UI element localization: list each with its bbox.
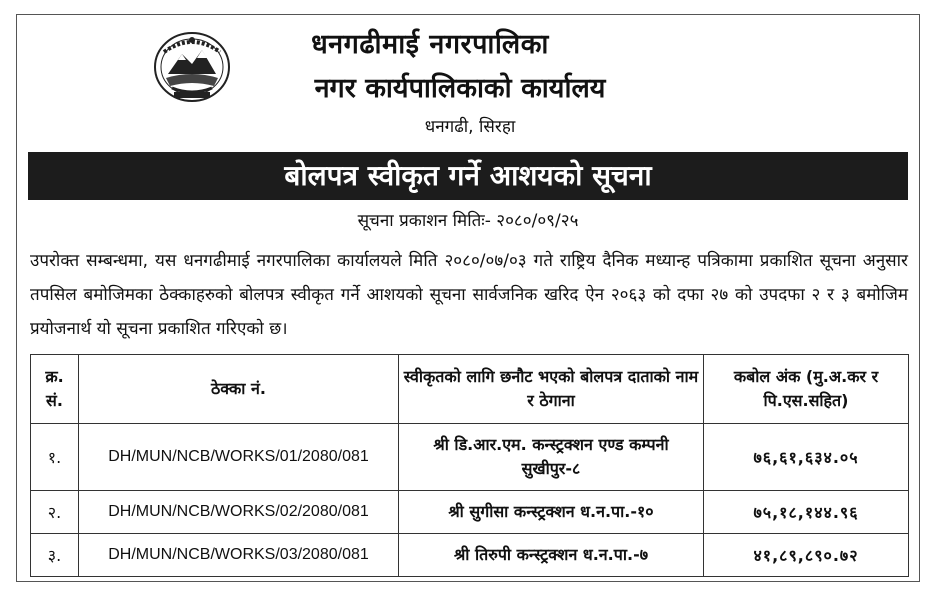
tender-table [30, 354, 909, 577]
row-sn: १. [31, 424, 79, 491]
table-row [31, 491, 909, 534]
header-sn: क्र. सं. [31, 355, 79, 424]
row-amount: ७६,६१,६३४.०५ [704, 424, 909, 491]
row-bidder: श्री सुगीसा कन्स्ट्रक्शन ध.न.पा.-१० [399, 491, 704, 534]
publication-date: सूचना प्रकाशन मितिः- २०८०/०९/२५ [357, 211, 579, 231]
header-contract-no: ठेक्का नं. [79, 355, 399, 424]
row-sn: ३. [31, 534, 79, 577]
row-sn: २. [31, 491, 79, 534]
table-row [31, 534, 909, 577]
notice-body-paragraph: उपरोक्त सम्बन्धमा, यस धनगढीमाई नगरपालिका कार्यालयले मिति २०८०/०७/०३ गते राष्ट्रिय दैनिक मध्यान्ह पत्रिकामा प्रकाशित सूचना अनुसार तपसिल बमोजिमका ठेक्काहरुको बोलपत्र स्वीकृत गर्ने आशयको सूचना सार्वजनिक खरिद ऐन २०६३ को दफा २७ को उपदफा २ र ३ बमोजिम प्रयोजनार्थ यो सूचना प्रकाशित गरिएको छ। [30, 251, 908, 339]
row-contract-no: DH/MUN/NCB/WORKS/01/2080/081 [79, 424, 399, 491]
notice-title-banner: बोलपत्र स्वीकृत गर्ने आशयको सूचना [28, 152, 908, 200]
office-name: नगर कार्यपालिकाको कार्यालय [314, 73, 606, 104]
row-bidder: श्री डि.आर.एम. कन्स्ट्रक्शन एण्ड कम्पनी सुखीपुर-८ [399, 424, 704, 491]
header-amount: कबोल अंक (मु.अ.कर र पि.एस.सहित) [704, 355, 909, 424]
header-bidder: स्वीकृतको लागि छनौट भएको बोलपत्र दाताको नाम र ठेगाना [399, 355, 704, 424]
nepal-emblem-logo-icon [152, 30, 232, 104]
row-contract-no: DH/MUN/NCB/WORKS/02/2080/081 [79, 491, 399, 534]
row-amount: ७५,१८,१४४.९६ [704, 491, 909, 534]
office-location: धनगढी, सिरहा [424, 117, 516, 137]
row-contract-no: DH/MUN/NCB/WORKS/03/2080/081 [79, 534, 399, 577]
row-bidder: श्री तिरुपी कन्स्ट्रक्शन ध.न.पा.-७ [399, 534, 704, 577]
table-row [31, 424, 909, 491]
table-header-row [31, 355, 909, 424]
row-amount: ४१,८९,८९०.७२ [704, 534, 909, 577]
org-name: धनगढीमाई नगरपालिका [311, 29, 549, 60]
